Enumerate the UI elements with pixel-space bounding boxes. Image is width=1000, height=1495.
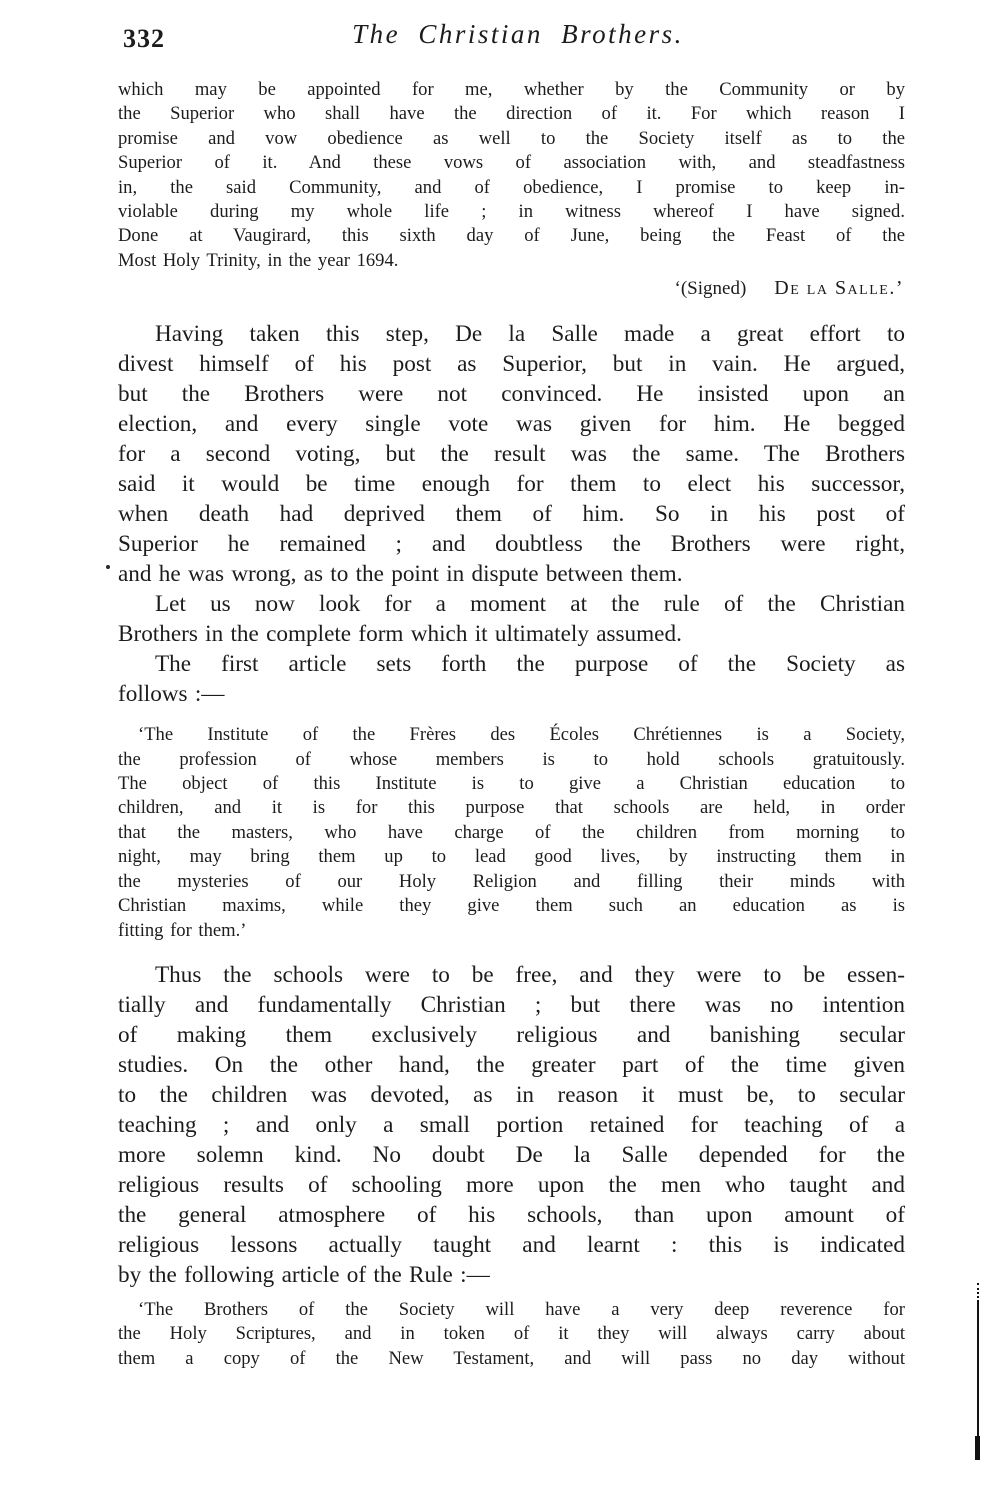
text-line: Having taken this step, De la Salle made a great effort to [155, 321, 905, 348]
text-line: The object of this Institute is to give a Christian education to [118, 773, 905, 795]
text-line: the mysteries of our Holy Religion and filling their minds with [118, 870, 905, 892]
vow-quote-continuation [118, 78, 905, 273]
text-line: which may be appointed for me, whether by the Community or by [118, 79, 905, 100]
para-rule-intro [118, 589, 905, 649]
text-line: election, and every single vote was given for him. He begged [118, 411, 905, 438]
text-line: in, the said Community, and of obedience, I promise to keep in- [118, 176, 905, 198]
text-line: Christian maxims, while they give them such an education as is [118, 895, 905, 917]
text-line: when death had deprived them of him. So in his post of [118, 501, 905, 528]
text-line: ‘The Brothers of the Society will have a very deep reverence for [138, 1298, 905, 1320]
text-line: them a copy of the New Testament, and will pass no day without [118, 1347, 905, 1369]
text-line: Superior of it. And these vows of association with, and steadfastness [118, 152, 905, 174]
text-line: Let us now look for a moment at the rule of the Christian [155, 591, 905, 618]
para-schools-free [118, 960, 905, 1290]
text-line: promise and vow obedience as well to the Society itself as to the [118, 127, 905, 149]
text-line: said it would be time enough for them to elect his successor, [118, 471, 905, 498]
signature-name: De la Salle.’ [774, 277, 904, 300]
text-line: to the children was devoted, as in reason it must be, to secular [118, 1081, 905, 1108]
text-line: violable during my whole life ; in witness whereof I have signed. [118, 201, 905, 223]
text-line: studies. On the other hand, the greater part of the time given [118, 1051, 905, 1078]
text-line: by the following article of the Rule :— [118, 1261, 490, 1288]
text-line: The first article sets forth the purpose of the Society as [155, 651, 905, 678]
text-line: but the Brothers were not convinced. He insisted upon an [118, 381, 905, 408]
text-line: the general atmosphere of his schools, than upon amount of [118, 1201, 905, 1228]
signature-prefix: ‘(Signed) [674, 278, 747, 300]
page-body [118, 78, 905, 1371]
text-line: follows :— [118, 681, 225, 708]
text-line: fitting for them.’ [118, 919, 247, 941]
text-line: children, and it is for this purpose that schools are held, in order [118, 797, 905, 819]
text-line: Done at Vaugirard, this sixth day of June, being the Feast of the [118, 225, 905, 247]
text-line: of making them exclusively religious and banishing secular [118, 1021, 905, 1048]
para-election [118, 319, 905, 589]
text-line: ‘The Institute of the Frères des Écoles Chrétiennes is a Society, [138, 724, 905, 746]
text-line: teaching ; and only a small portion retained for teaching of a [118, 1111, 905, 1138]
text-line: religious lessons actually taught and learnt : this is indicated [118, 1231, 905, 1258]
text-line: that the masters, who have charge of the children from morning to [118, 821, 905, 843]
text-line: for a second voting, but the result was the same. The Brothers [118, 441, 905, 468]
running-title: The Christian Brothers. [352, 19, 684, 49]
text-line: more solemn kind. No doubt De la Salle depended for the [118, 1141, 905, 1168]
page-number: 332 [123, 24, 165, 53]
quote-brothers-reverence [118, 1298, 905, 1371]
signature-line [118, 276, 905, 301]
text-line: Brothers in the complete form which it ultimately assumed. [118, 621, 682, 648]
text-line: Most Holy Trinity, in the year 1694. [118, 249, 399, 271]
quote-institute [118, 723, 905, 943]
text-line: the profession of whose members is to hold schools gratuitously. [118, 748, 905, 770]
text-line: night, may bring them up to lead good lives, by instructing them in [118, 846, 905, 868]
text-line: Thus the schools were to be free, and they were to be essen- [155, 961, 905, 988]
text-line: divest himself of his post as Superior, but in vain. He argued, [118, 351, 905, 378]
text-line: tially and fundamentally Christian ; but there was no intention [118, 991, 905, 1018]
text-line: the Holy Scriptures, and in token of it they will always carry about [118, 1323, 905, 1345]
text-line: Superior he remained ; and doubtless the Brothers were right, [118, 531, 905, 558]
scan-artifact-line [977, 1300, 979, 1460]
text-line: the Superior who shall have the direction of it. For which reason I [118, 103, 905, 125]
scan-artifact-dot [106, 565, 110, 569]
text-line: religious results of schooling more upon the men who taught and [118, 1171, 905, 1198]
para-first-article [118, 649, 905, 709]
text-line: and he was wrong, as to the point in dispute between them. [118, 561, 683, 588]
